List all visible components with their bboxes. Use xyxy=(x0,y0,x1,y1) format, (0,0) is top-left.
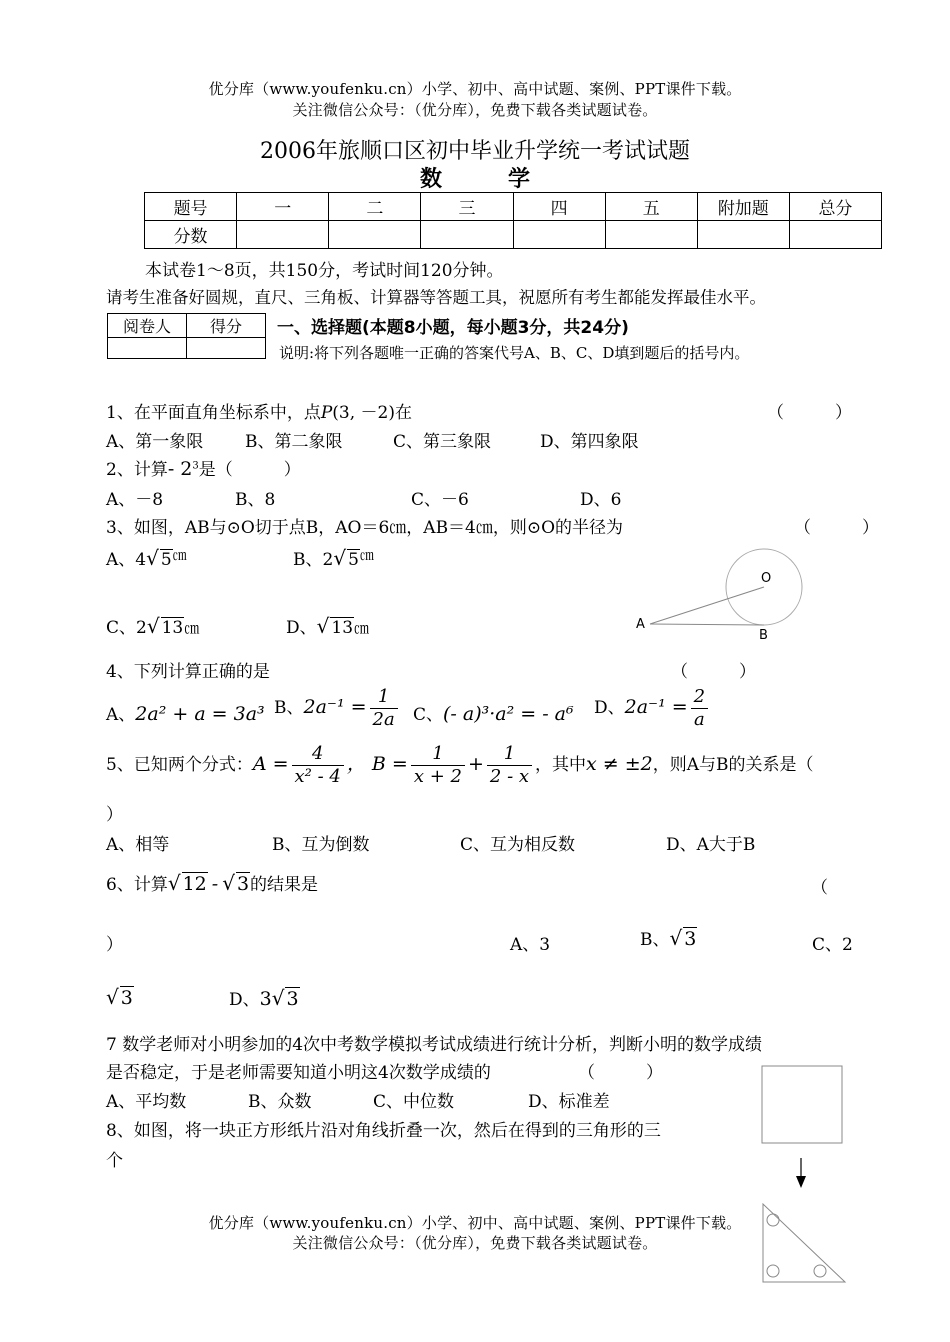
q5-stem-text: 5、已知两个分式： xyxy=(106,755,253,775)
q6-c-radicand: 3 xyxy=(120,987,133,1009)
question-3-stem: 3、如图，AB与⊙O切于点B，AO＝6㎝，AB＝4㎝，则⊙O的半径为 xyxy=(106,518,624,538)
score-cell[interactable] xyxy=(187,338,266,359)
q4-option-c[interactable] xyxy=(413,700,574,725)
q4-option-a[interactable] xyxy=(106,700,265,725)
question-8-line-1: 8、如图，将一块正方形纸片沿对角线折叠一次，然后在得到的三角形的三 xyxy=(106,1121,661,1141)
score-table-score-row xyxy=(145,221,882,249)
q5-option-b[interactable]: B、互为倒数 xyxy=(272,835,370,855)
question-6-stem: 6、计算√ 12 - √ 3的结果是 xyxy=(106,871,319,895)
q7-option-b[interactable]: B、众数 xyxy=(248,1092,312,1112)
q3-b-coef: B、2 xyxy=(293,550,334,570)
q5-option-c[interactable]: C、互为相反数 xyxy=(460,835,576,855)
label-b: B xyxy=(759,628,768,643)
q4-d-den: a xyxy=(694,709,705,730)
section-1-title: 一、选择题(本题8小题，每小题3分，共24分) xyxy=(277,318,629,338)
exam-title: 2006年旅顺口区初中毕业升学统一考试试题 xyxy=(260,139,690,164)
segment-ao xyxy=(650,587,764,624)
q4-answer-paren[interactable]: （ ） xyxy=(671,662,756,682)
hole-bottom-left xyxy=(767,1265,779,1277)
q5-b-expr: ， B = xyxy=(346,753,408,775)
intro-line-2: 请考生准备好圆规，直尺、三角板、计算器等答题工具，祝愿所有考生都能发挥最佳水平。 xyxy=(106,288,766,307)
q5-a-expr: A = xyxy=(252,753,289,775)
score-table xyxy=(144,192,882,249)
score-header-cell: 三 xyxy=(421,193,513,221)
q8-fold-figure xyxy=(755,1060,855,1290)
q1-answer-paren[interactable]: （ ） xyxy=(767,403,852,423)
label-a: A xyxy=(636,617,645,632)
grader-label: 阅卷人 xyxy=(108,314,187,338)
q4-d-expr: 2a⁻¹ = xyxy=(624,696,688,718)
q7-answer-paren[interactable]: （ ） xyxy=(578,1063,663,1083)
q5-a-den: x² - 4 xyxy=(294,766,341,787)
q2-option-a[interactable]: A、－8 xyxy=(106,490,164,510)
q6-stem-text: 6、计算 xyxy=(106,875,168,895)
q6-stem-text-2: 的结果是 xyxy=(250,875,319,895)
question-4-stem: 4、下列计算正确的是 xyxy=(106,662,270,682)
q3-option-b[interactable]: B、2√ 5㎝ xyxy=(293,546,374,570)
q3-d-label: D、 xyxy=(286,618,317,638)
q1-option-b[interactable]: B、第二象限 xyxy=(245,432,343,452)
score-cell[interactable] xyxy=(605,221,697,249)
q1-option-d[interactable]: D、第四象限 xyxy=(540,432,639,452)
q4-b-num: 1 xyxy=(370,686,398,709)
q5-b-num-1: 1 xyxy=(411,743,465,766)
arrow-down-icon xyxy=(796,1176,806,1188)
header-line-1: 优分库（www.youfenku.cn）小学、初中、高中试题、案例、PPT课件下载。 xyxy=(208,80,742,98)
intro-line-1: 本试卷1～8页，共150分，考试时间120分钟。 xyxy=(145,261,504,281)
q6-radicand-2: 3 xyxy=(236,873,250,895)
question-7-line-2: 是否稳定，于是老师需要知道小明这4次数学成绩的 xyxy=(106,1063,491,1083)
q4-b-label: B、 xyxy=(274,698,304,718)
q2-stem-text-2: 是（ ） xyxy=(198,460,301,480)
q5-option-a[interactable]: A、相等 xyxy=(106,835,170,855)
footer-line-2: 关注微信公众号：（优分库），免费下载各类试题试卷。 xyxy=(292,1234,658,1252)
q3-c-radicand: 13 xyxy=(161,618,184,638)
q5-option-d[interactable]: D、A大于B xyxy=(666,835,756,855)
q5-stem-text-3: ，则A与B的关系是（ xyxy=(652,755,814,775)
q5-a-num: 4 xyxy=(292,743,344,766)
q1-option-a[interactable]: A、第一象限 xyxy=(106,432,204,452)
q3-option-a[interactable]: A、4√ 5㎝ xyxy=(106,546,187,570)
q6-option-b[interactable]: B、√ 3 xyxy=(640,926,697,950)
q2-option-c[interactable]: C、－6 xyxy=(411,490,469,510)
q1-stem-text-2: (3, －2)在 xyxy=(332,403,412,423)
q4-d-label: D、 xyxy=(594,698,625,718)
q4-d-fraction xyxy=(691,686,708,731)
q6-close-paren[interactable]: ） xyxy=(106,935,123,955)
score-header-cell: 四 xyxy=(513,193,605,221)
q3-a-coef: A、4 xyxy=(106,550,147,570)
q6-option-d[interactable]: D、3√ 3 xyxy=(229,986,299,1010)
q2-option-d[interactable]: D、6 xyxy=(580,490,622,510)
q5-close-paren[interactable]: ） xyxy=(106,805,123,825)
q5-condition: x ≠ ±2 xyxy=(586,753,653,775)
score-header-cell: 二 xyxy=(329,193,421,221)
q7-option-d[interactable]: D、标准差 xyxy=(528,1092,610,1112)
q4-b-fraction xyxy=(370,686,398,731)
q6-d-radicand: 3 xyxy=(286,988,299,1010)
score-cell[interactable] xyxy=(513,221,605,249)
q3-b-radicand: 5 xyxy=(348,550,359,570)
q3-circle-figure xyxy=(630,540,810,645)
q6-minus: - xyxy=(211,873,219,895)
q5-plus: + xyxy=(467,753,484,775)
q5-stem-text-2: ，其中 xyxy=(535,755,587,775)
q3-a-unit: ㎝ xyxy=(172,548,187,564)
score-cell[interactable] xyxy=(421,221,513,249)
grader-cell[interactable] xyxy=(108,338,187,359)
q7-option-c[interactable]: C、中位数 xyxy=(373,1092,455,1112)
score-cell[interactable] xyxy=(237,221,329,249)
score-header-cell: 题号 xyxy=(145,193,237,221)
hole-bottom-right xyxy=(814,1265,826,1277)
q4-a-expr: 2a² + a = 3a³ xyxy=(135,703,265,725)
q1-option-c[interactable]: C、第三象限 xyxy=(393,432,492,452)
question-7-line-1: 7 数学老师对小明参加的4次中考数学模拟考试成绩进行统计分析，判断小明的数学成绩 xyxy=(106,1035,763,1055)
q4-b-expr: 2a⁻¹ = xyxy=(303,696,367,718)
q4-c-expr: (- a)³·a² = - a⁶ xyxy=(443,703,574,725)
q5-b-den-2: 2 - x xyxy=(489,766,530,787)
score-header-cell: 附加题 xyxy=(697,193,789,221)
q2-option-b[interactable]: B、8 xyxy=(235,490,276,510)
score-label: 得分 xyxy=(187,314,266,338)
label-o: O xyxy=(761,571,772,586)
q6-open-paren[interactable]: （ xyxy=(811,878,828,898)
q1-point-name: P xyxy=(320,403,333,423)
q3-d-radicand: 13 xyxy=(331,618,354,638)
q5-b-fraction-2 xyxy=(487,743,532,788)
q6-option-c-prefix[interactable]: C、2 xyxy=(812,935,853,955)
q5-b-num-2: 1 xyxy=(487,743,532,766)
q6-option-c-radical[interactable]: √ 3 xyxy=(106,985,133,1009)
q1-stem-text: 1、在平面直角坐标系中，点 xyxy=(106,403,321,423)
q4-d-num: 2 xyxy=(691,686,708,709)
q6-b-radicand: 3 xyxy=(684,928,697,950)
paper-square xyxy=(762,1066,842,1143)
q6-b-label: B、 xyxy=(640,930,670,950)
q6-d-coef: 3 xyxy=(259,988,272,1010)
subject-title: 数 学 xyxy=(419,167,530,192)
q4-a-label: A、 xyxy=(106,705,136,725)
footer-line-1: 优分库（www.youfenku.cn）小学、初中、高中试题、案例、PPT课件下载。 xyxy=(208,1214,742,1232)
q2-exponent: 3 xyxy=(192,460,199,472)
q6-d-label: D、 xyxy=(229,990,260,1010)
q3-c-coef: C、2 xyxy=(106,618,147,638)
q3-option-c[interactable]: C、2√ 13㎝ xyxy=(106,614,200,638)
q7-option-a[interactable]: A、平均数 xyxy=(106,1092,187,1112)
q4-c-label: C、 xyxy=(413,705,444,725)
score-header-cell: 五 xyxy=(605,193,697,221)
score-row-label: 分数 xyxy=(145,221,237,249)
q4-option-b[interactable] xyxy=(274,686,401,731)
q4-b-den: 2a xyxy=(372,709,395,730)
q3-a-radicand: 5 xyxy=(160,550,172,570)
q3-c-unit: ㎝ xyxy=(184,619,200,637)
q3-option-d[interactable]: D、√ 13㎝ xyxy=(286,614,370,638)
question-1-stem xyxy=(106,398,412,423)
header-line-2: 关注微信公众号：（优分库），免费下载各类试题试卷。 xyxy=(292,101,658,119)
q6-option-a[interactable]: A、3 xyxy=(510,935,551,955)
q4-option-d[interactable] xyxy=(594,686,711,731)
score-cell[interactable] xyxy=(697,221,789,249)
q3-answer-paren[interactable]: （ ） xyxy=(794,518,879,538)
score-cell[interactable] xyxy=(329,221,421,249)
question-5-stem xyxy=(106,743,814,788)
grader-table xyxy=(107,313,266,359)
segment-ab xyxy=(650,624,764,625)
section-1-note: 说明:将下列各题唯一正确的答案代号A、B、C、D填到题后的括号内。 xyxy=(279,344,750,362)
q3-b-unit: ㎝ xyxy=(359,548,374,564)
q2-expression: - 2 xyxy=(167,458,193,480)
q5-b-fraction-1 xyxy=(411,743,465,788)
q5-a-fraction xyxy=(292,743,344,788)
q3-d-unit: ㎝ xyxy=(354,619,370,637)
q6-radicand-1: 12 xyxy=(182,873,207,895)
score-table-header-row xyxy=(145,193,882,221)
question-8-line-2: 个 xyxy=(106,1151,123,1171)
score-header-cell: 一 xyxy=(237,193,329,221)
score-cell[interactable] xyxy=(789,221,881,249)
q2-stem-text: 2、计算 xyxy=(106,460,168,480)
q5-b-den-1: x + 2 xyxy=(413,766,462,787)
score-header-cell: 总分 xyxy=(789,193,881,221)
question-2-stem xyxy=(106,455,301,480)
